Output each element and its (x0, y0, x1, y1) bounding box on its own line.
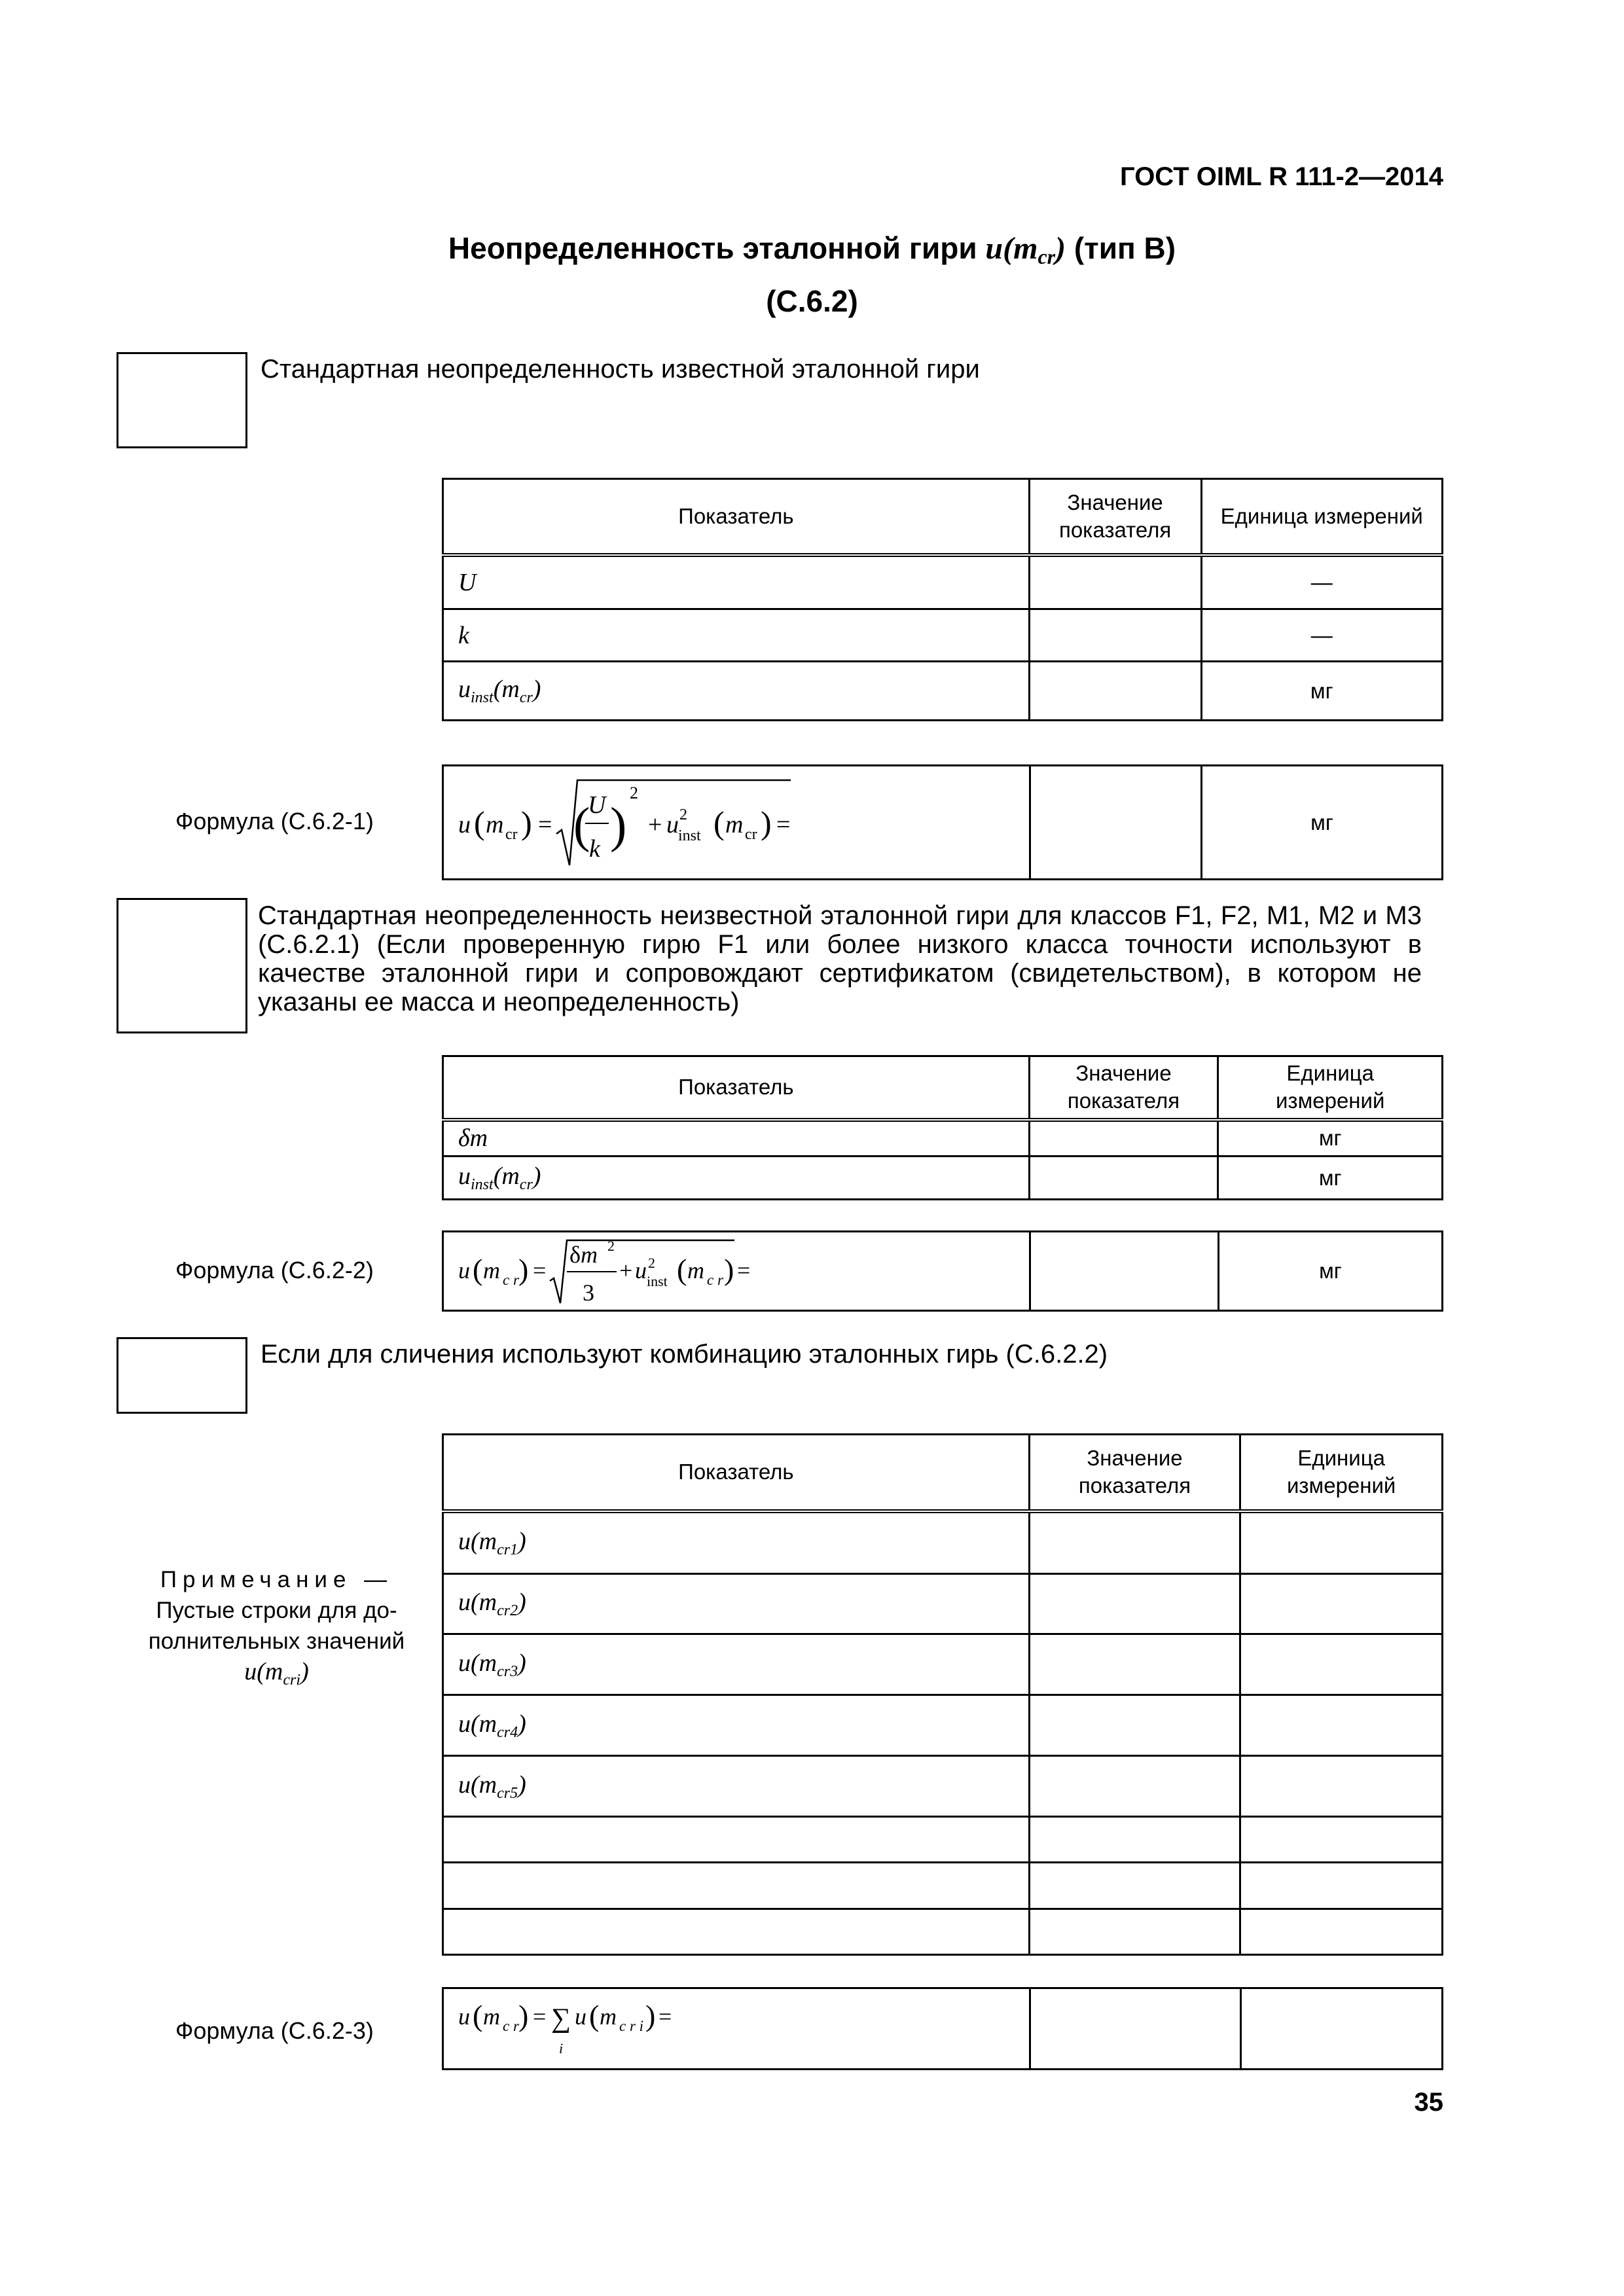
table-row (443, 1634, 1443, 1695)
svg-text:(: ( (573, 797, 590, 853)
table-row (443, 609, 1443, 662)
unit-cell[interactable] (1240, 1511, 1443, 1574)
value-cell[interactable] (1029, 1817, 1240, 1863)
table-header-row (443, 479, 1443, 555)
header-value: Значение показателя (1029, 1056, 1218, 1120)
unit-cell[interactable] (1240, 1863, 1443, 1909)
unit-cell: — (1201, 609, 1442, 662)
table-row (443, 1756, 1443, 1817)
title-text: Неопределенность эталонной гири (448, 231, 977, 265)
svg-text:m: m (483, 1257, 500, 1283)
svg-text:u: u (666, 810, 679, 838)
value-cell[interactable] (1029, 1909, 1240, 1955)
header-unit: Единица измерений (1201, 479, 1442, 555)
svg-text:=: = (776, 810, 791, 838)
empty-label-cell[interactable] (443, 1817, 1030, 1863)
formula-1-svg (458, 774, 825, 872)
value-cell[interactable] (1029, 1863, 1240, 1909)
svg-text:u: u (458, 810, 471, 838)
unit-cell[interactable] (1240, 1756, 1443, 1817)
unit-cell: — (1201, 555, 1442, 609)
value-cell[interactable] (1029, 662, 1201, 721)
svg-text:u: u (458, 2003, 470, 2030)
svg-text:u: u (575, 2003, 586, 2030)
formula-2-value-cell[interactable] (1030, 1232, 1218, 1311)
svg-text:=: = (659, 2003, 672, 2030)
svg-text:inst: inst (647, 1273, 668, 1289)
empty-label-cell[interactable] (443, 1909, 1030, 1955)
note-head: Примечание — (160, 1567, 393, 1592)
empty-label-cell[interactable] (443, 1863, 1030, 1909)
svg-text:2: 2 (630, 783, 638, 802)
unit-cell[interactable] (1240, 1634, 1443, 1695)
svg-text:cr: cr (745, 825, 757, 843)
formula-3-value-cell[interactable] (1030, 1988, 1240, 2070)
page-title (0, 230, 1624, 269)
svg-text:i: i (559, 2040, 564, 2056)
row-label: $u(m_{cr5})$ (443, 1756, 1030, 1817)
formula-2-label: Формула (С.6.2-2) (175, 1257, 374, 1283)
svg-text:(: ( (474, 804, 485, 841)
section-3-checkbox[interactable] (117, 1337, 247, 1414)
unit-cell: мг (1218, 1157, 1443, 1200)
section-3-table (442, 1433, 1443, 1956)
table-row (443, 555, 1443, 609)
row-label: $u(m_{cr3})$ (443, 1634, 1030, 1695)
svg-text:(: ( (473, 1999, 483, 2032)
formula-1-label: Формула (С.6.2-1) (175, 808, 374, 834)
svg-text:3: 3 (583, 1280, 594, 1306)
section-1-text: Стандартная неопределенность известной эталонной гири (261, 355, 980, 384)
svg-text:): ) (761, 804, 772, 841)
formula-2-svg (458, 1235, 825, 1307)
unit-cell: мг (1201, 662, 1442, 721)
row-label: $u(m_{cr4})$ (443, 1695, 1030, 1756)
value-cell[interactable] (1029, 1695, 1240, 1756)
formula-2-expression (443, 1232, 1030, 1311)
svg-text:m: m (486, 810, 504, 838)
svg-text:(: ( (473, 1253, 483, 1286)
unit-cell[interactable] (1240, 1817, 1443, 1863)
svg-text:u: u (635, 1257, 647, 1283)
section-2-text: Стандартная неопределенность неизвестной эталонной гири для классов F1, F2, M1, M2 и M3 (С.6.2.1) (Если проверенную гирю F1 или более низкого класса точности используют в качестве эталонной гири и сопровождают сертификатом (свидетельством), в котором не указаны ее масса и неопределенность) (258, 901, 1422, 1016)
table-row (443, 1817, 1443, 1863)
section-2-table (442, 1055, 1443, 1200)
svg-text:2: 2 (607, 1238, 615, 1254)
row-label: $u(m_{cr1})$ (443, 1511, 1030, 1574)
table-row (443, 1863, 1443, 1909)
formula-3-label: Формула (С.6.2-3) (175, 2017, 374, 2044)
formula-3-unit[interactable] (1240, 1988, 1442, 2070)
formula-2-unit: мг (1218, 1232, 1442, 1311)
formula-1-unit: мг (1202, 766, 1443, 880)
svg-text:u: u (458, 1257, 470, 1283)
svg-text:(: ( (589, 1999, 600, 2032)
row-label: δm (443, 1120, 1030, 1157)
table-row (443, 1157, 1443, 1200)
formula-2-table (442, 1230, 1443, 1312)
section-2-checkbox[interactable] (117, 898, 247, 1033)
page-number: 35 (1414, 2088, 1443, 2117)
header-unit: Единица измерений (1240, 1435, 1443, 1511)
formula-1-value-cell[interactable] (1030, 766, 1201, 880)
svg-text:c r: c r (707, 1272, 723, 1288)
svg-text:k: k (589, 834, 600, 863)
value-cell[interactable] (1029, 609, 1201, 662)
svg-text:c r i: c r i (619, 2018, 644, 2034)
svg-text:m: m (600, 2003, 617, 2030)
unit-cell: мг (1218, 1120, 1443, 1157)
header-indicator: Показатель (443, 1056, 1030, 1120)
value-cell[interactable] (1029, 1120, 1218, 1157)
formula-1-expression (443, 766, 1030, 880)
formula-1-table (442, 764, 1443, 880)
unit-cell[interactable] (1240, 1909, 1443, 1955)
section-3-text: Если для сличения используют комбинацию эталонных гирь (С.6.2.2) (261, 1340, 1108, 1369)
section-1-table (442, 478, 1443, 721)
row-label: $u(m_{cr2})$ (443, 1574, 1030, 1634)
svg-text:∑: ∑ (551, 2003, 571, 2034)
svg-text:m: m (483, 2003, 500, 2030)
svg-text:): ) (645, 1999, 656, 2032)
table-row (443, 1511, 1443, 1574)
svg-text:2: 2 (648, 1255, 655, 1271)
header-indicator: Показатель (443, 479, 1030, 555)
header-indicator: Показатель (443, 1435, 1030, 1511)
table-header-row (443, 1435, 1443, 1511)
title-symbol: $u(m_{cr})$ (985, 231, 1066, 268)
table-row (443, 1695, 1443, 1756)
svg-text:): ) (724, 1253, 734, 1286)
value-cell[interactable] (1029, 1756, 1240, 1817)
unit-cell[interactable] (1240, 1695, 1443, 1756)
header-unit: Единица измерений (1218, 1056, 1443, 1120)
header-value: Значение показателя (1029, 479, 1201, 555)
row-label: $u_{inst}(m_{cr})$ (443, 662, 1030, 721)
table-row (443, 1574, 1443, 1634)
note (131, 1564, 422, 1696)
svg-text:U: U (588, 791, 606, 819)
header-value: Значение показателя (1029, 1435, 1240, 1511)
svg-text:(: ( (713, 804, 725, 841)
value-cell[interactable] (1029, 1157, 1218, 1200)
svg-text:=: = (533, 1257, 547, 1283)
svg-text:c r: c r (503, 1272, 519, 1288)
svg-text:+: + (648, 810, 662, 838)
value-cell[interactable] (1029, 555, 1201, 609)
svg-text:cr: cr (505, 825, 518, 843)
value-cell[interactable] (1029, 1634, 1240, 1695)
title-suffix: (тип В) (1074, 231, 1176, 265)
svg-text:+: + (619, 1257, 633, 1283)
value-cell[interactable] (1029, 1574, 1240, 1634)
table-row (443, 1909, 1443, 1955)
formula-3-table (442, 1987, 1443, 2070)
document-code: ГОСТ OIML R 111-2—2014 (1120, 162, 1443, 191)
row-label: $u_{inst}(m_{cr})$ (443, 1157, 1030, 1200)
svg-text:inst: inst (678, 827, 701, 844)
svg-text:δm: δm (569, 1242, 598, 1268)
title-reference: (С.6.2) (766, 284, 858, 318)
note-symbol: $u(m_{cri})$ (244, 1658, 309, 1689)
table-header-row (443, 1056, 1443, 1120)
svg-text:m: m (725, 810, 744, 838)
svg-text:2: 2 (679, 806, 687, 823)
svg-text:): ) (518, 1253, 529, 1286)
value-cell[interactable] (1029, 1511, 1240, 1574)
formula-3-svg (458, 1998, 746, 2061)
table-row (443, 1120, 1443, 1157)
row-label: k (443, 609, 1030, 662)
table-row (443, 662, 1443, 721)
formula-3-expression (443, 1988, 1030, 2070)
svg-text:): ) (518, 1999, 529, 2032)
svg-text:c r: c r (503, 2018, 519, 2034)
svg-text:): ) (521, 804, 532, 841)
svg-text:(: ( (677, 1253, 687, 1286)
svg-text:m: m (687, 1257, 704, 1283)
svg-text:=: = (533, 2003, 547, 2030)
svg-text:): ) (610, 797, 627, 853)
row-label: U (443, 555, 1030, 609)
unit-cell[interactable] (1240, 1574, 1443, 1634)
svg-text:=: = (538, 810, 552, 838)
note-body: Пустые строки для до-полнительных значений (148, 1598, 405, 1654)
section-1-checkbox[interactable] (117, 352, 247, 448)
svg-text:=: = (737, 1257, 751, 1283)
